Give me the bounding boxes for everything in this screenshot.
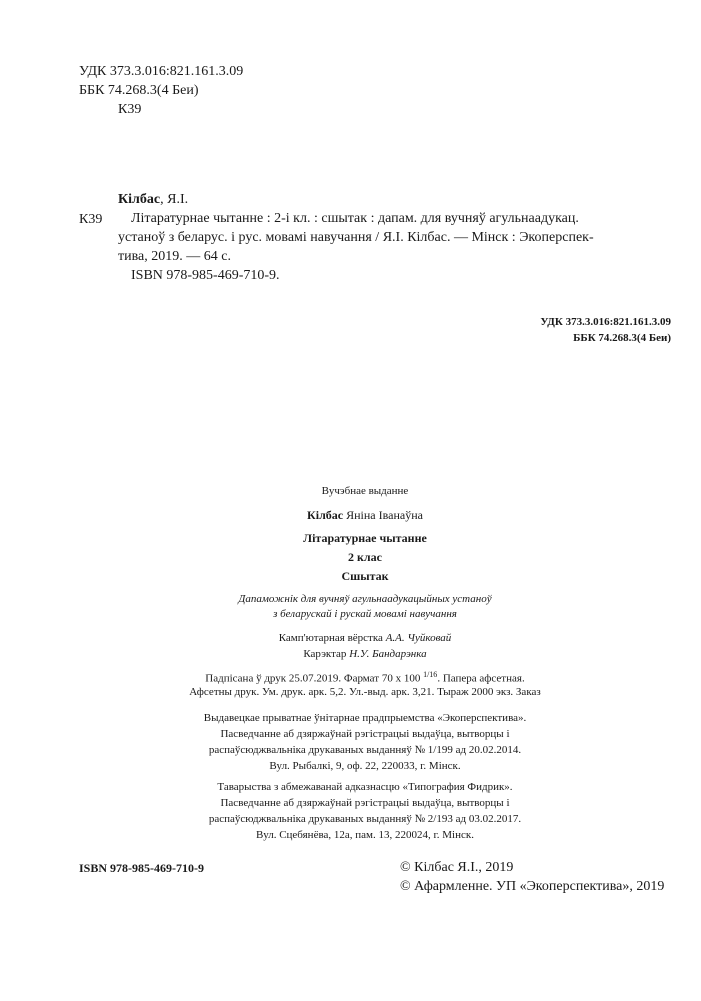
corrector-credit [150,648,580,660]
imprint-author-surname: Кілбас [307,508,344,522]
printer-line-1: Таварыства з абмежаванай адказнасцю «Типография Фидрик». [217,781,513,793]
print-line-1-a: Падпісана ў друк 25.07.2019. Фармат 70 х 100 [205,672,424,685]
catalog-author-mark: К39 [79,212,103,227]
copyright-author: © Кілбас Я.І., 2019 [400,860,514,875]
description-line-2: з беларускай і рускай мовамі навучання [273,608,457,620]
catalog-line-2: устаноў з беларус. і рус. мовамі навучання / Я.І. Кілбас. — Мінск : Экоперспек- [118,230,594,245]
imprint-author [150,508,580,523]
corrector-label: Карэктар [303,648,350,660]
copyright-design: © Афармленне. УП «Экоперспектива», 2019 [400,879,665,894]
catalog-line-3: тива, 2019. — 64 с. [118,249,231,264]
book-grade: 2 клас [348,550,382,564]
catalog-isbn: ISBN 978-985-469-710-9. [131,268,280,283]
publisher-line-3: распаўсюджвальніка друкаваных выданняў № 1/199 ад 20.02.2014. [208,744,522,756]
footer-isbn: ISBN 978-985-469-710-9 [79,861,204,875]
publisher-line-2: Пасведчанне аб дзяржаўнай рэгістрацыі выдаўца, вытворцы і [220,728,510,740]
catalog-author [118,192,188,208]
book-title: Літаратурнае чытанне [303,531,427,545]
printer-line-2: Пасведчанне аб дзяржаўнай рэгістрацыі выдаўца, вытворцы і [220,797,510,809]
catalog-author-initials: , Я.І. [160,192,189,207]
publisher-line-1: Выдавецкае прыватнае ўнітарнае прадпрыемства «Экоперспектива». [203,712,527,724]
print-line-2: Афсетны друк. Ум. друк. арк. 5,2. Ул.-выд. арк. 3,21. Тыраж 2000 экз. Заказ [189,686,541,698]
layout-name: А.А. Чуйковай [385,632,452,644]
printer-line-4: Вул. Сцебянёва, 12а, пам. 13, 220024, г. Мінск. [256,829,474,841]
catalog-line-1: Літаратурнае чытанне : 2-і кл. : сшытак : дапам. для вучняў агульнаадукац. [131,211,579,226]
imprint-author-name: Яніна Іванаўна [343,508,423,522]
print-line-1 [150,670,580,685]
right-bbk-code: ББК 74.268.3(4 Беи) [573,332,671,344]
udk-code: УДК 373.3.016:821.161.3.09 [79,64,244,79]
edition-type: Вучэбнае выданне [321,485,409,497]
printer-line-3: распаўсюджвальніка друкаваных выданняў № 2/193 ад 03.02.2017. [208,813,522,825]
publisher-line-4: Вул. Рыбалкі, 9, оф. 22, 220033, г. Мінск. [269,760,461,772]
corrector-name: Н.У. Бандарэнка [349,648,427,660]
print-line-1-b: . Папера афсетная. [437,672,525,685]
bbk-code: ББК 74.268.3(4 Беи) [79,83,199,98]
catalog-author-surname: Кілбас [118,192,161,207]
book-subtitle: Сшытак [341,569,389,583]
description-line-1: Дапаможнік для вучняў агульнаадукацыйных устаноў [238,593,492,605]
layout-label: Камп'ютарная вёрстка [278,632,386,644]
print-format-fraction: 1/16 [423,670,438,679]
right-udk-code: УДК 373.3.016:821.161.3.09 [540,316,671,328]
author-mark: К39 [118,102,142,117]
layout-credit [150,632,580,644]
